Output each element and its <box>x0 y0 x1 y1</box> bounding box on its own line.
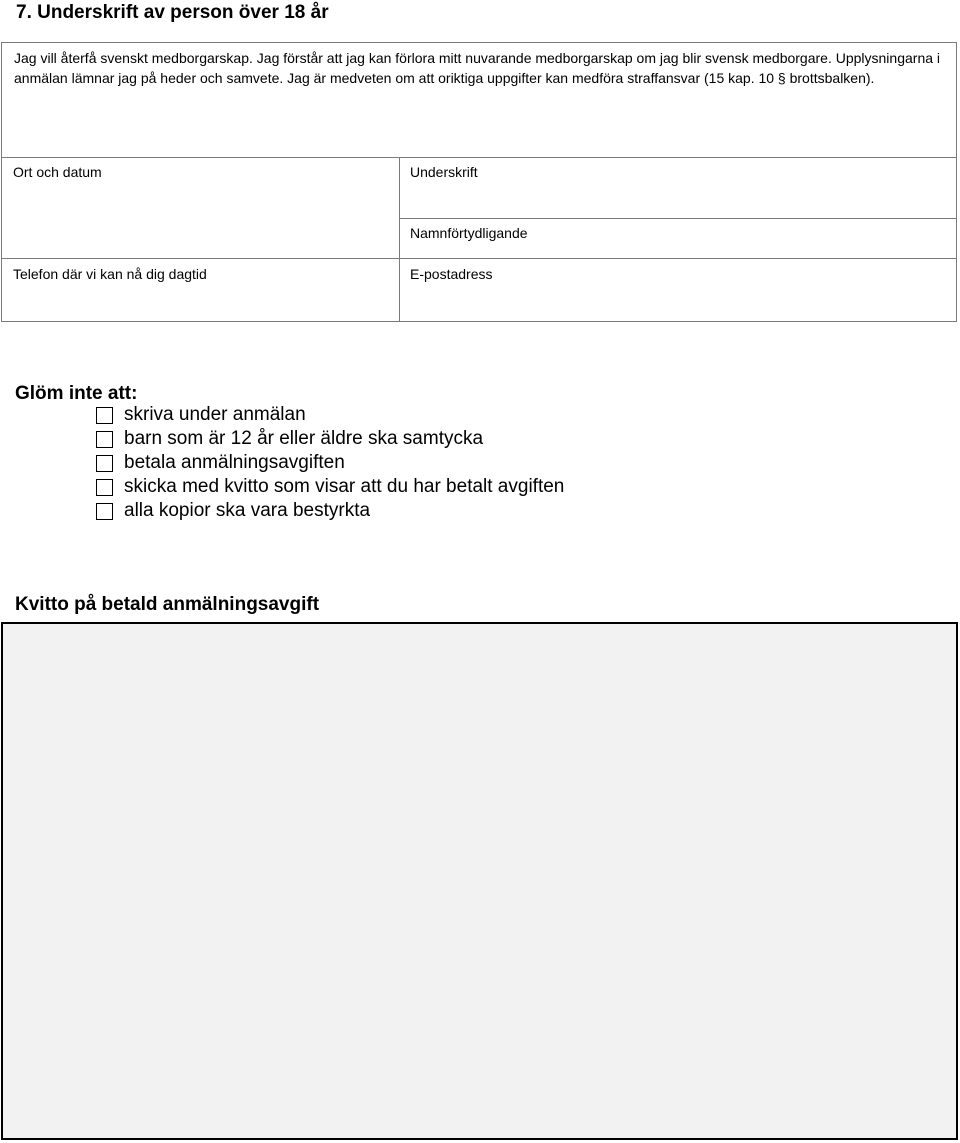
name-clarification-field[interactable] <box>400 219 956 257</box>
checkbox[interactable] <box>96 503 113 520</box>
receipt-title: Kvitto på betald anmälningsavgift <box>15 594 320 615</box>
phone-label: Telefon där vi kan nå dig dagtid <box>13 266 207 282</box>
reminder-checklist <box>96 403 564 523</box>
declaration-text: Jag vill återfå svenskt medborgarskap. Jag förstår att jag kan förlora mitt nuvarande medborgarskap om jag blir svensk medborgare. Upplysningarna i anmälan lämnar jag på heder och samvete. Jag är medveten om att oriktiga uppgifter kan medföra straffansvar (15 kap. 10 § brottsbalken). <box>14 50 941 86</box>
checkbox[interactable] <box>96 407 113 424</box>
checkbox[interactable] <box>96 431 113 448</box>
checkbox[interactable] <box>96 455 113 472</box>
place-date-label: Ort och datum <box>13 164 102 180</box>
email-label: E-postadress <box>410 266 493 282</box>
reminder-item-certified-copies <box>96 499 564 523</box>
reminder-title: Glöm inte att: <box>15 383 138 404</box>
checkbox[interactable] <box>96 479 113 496</box>
place-date-field[interactable] <box>1 158 398 257</box>
section-title: 7. Underskrift av person över 18 år <box>16 2 329 23</box>
reminder-item-label: skriva under anmälan <box>124 404 306 425</box>
reminder-item-label: skicka med kvitto som visar att du har betalt avgiften <box>124 476 565 497</box>
reminder-item-sign <box>96 403 564 427</box>
reminder-item-pay-fee <box>96 451 564 475</box>
signature-field[interactable] <box>400 158 956 217</box>
name-clarification-label: Namnförtydligande <box>410 225 528 241</box>
email-field[interactable] <box>400 259 956 321</box>
receipt-attachment-area <box>1 622 958 1140</box>
signature-label: Underskrift <box>410 164 478 180</box>
reminder-item-child-consent <box>96 427 564 451</box>
reminder-item-label: betala anmälningsavgiften <box>124 452 345 473</box>
reminder-item-label: barn som är 12 år eller äldre ska samtycka <box>124 428 484 449</box>
reminder-item-label: alla kopior ska vara bestyrkta <box>124 500 371 521</box>
reminder-item-receipt <box>96 475 564 499</box>
phone-field[interactable] <box>1 259 398 321</box>
